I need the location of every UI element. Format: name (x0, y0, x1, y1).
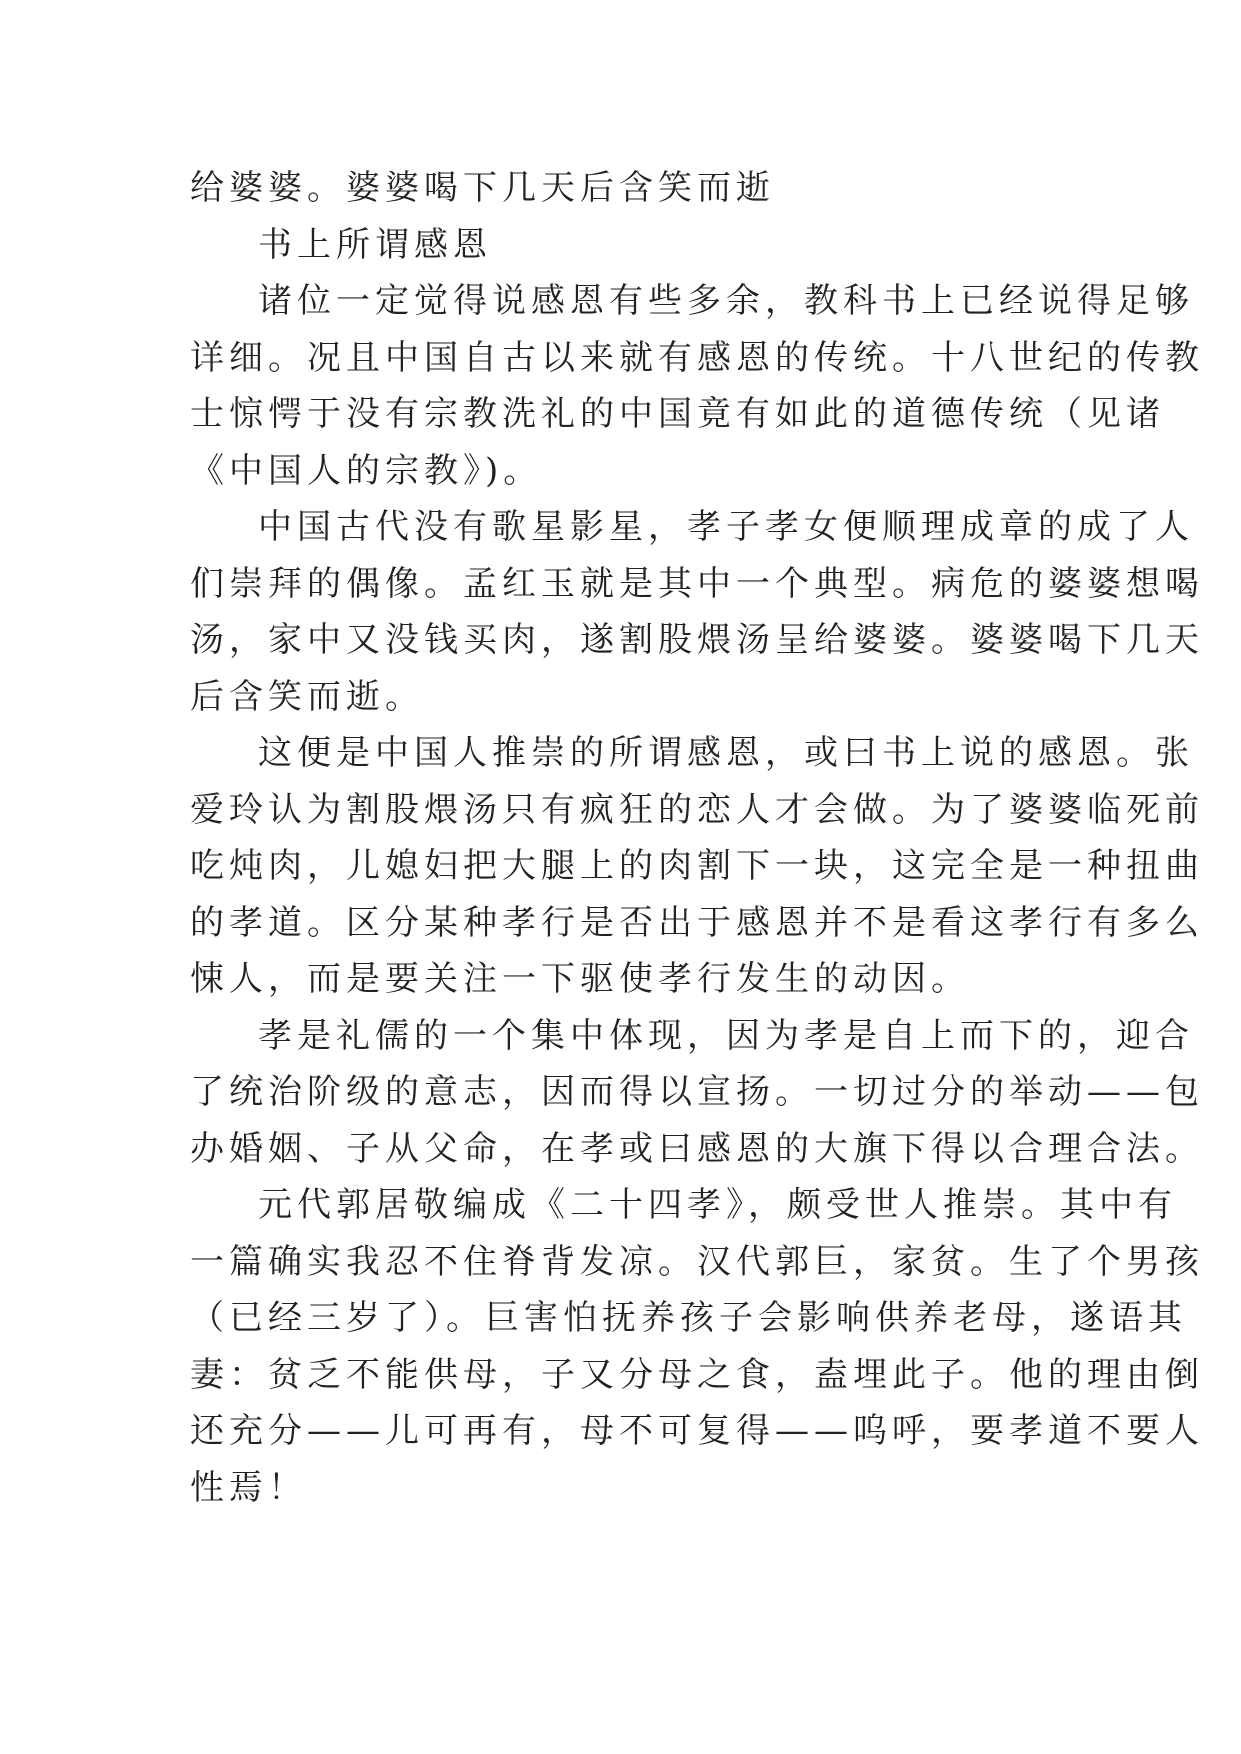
text-line: 这便是中国人推崇的所谓感恩，或曰书上说的感恩。张 (258, 733, 1194, 773)
text-line: 给婆婆。婆婆喝下几天后含笑而逝 (190, 168, 775, 208)
text-line: 们崇拜的偶像。孟红玉就是其中一个典型。病危的婆婆想喝 (190, 563, 1204, 604)
text-line: 《中国人的宗教》)。 (190, 450, 543, 491)
text-line: 了统治阶级的意志，因而得以宣扬。一切过分的举动——包 (190, 1072, 1204, 1112)
text-line: 详细。况且中国自古以来就有感恩的传统。十八世纪的传教 (190, 337, 1204, 378)
text-line: 诸位一定觉得说感恩有些多余，教科书上已经说得足够 (258, 281, 1194, 321)
body-text (190, 160, 1204, 1516)
text-line: 汤，家中又没钱买肉，遂割股煨汤呈给婆婆。婆婆喝下几天 (190, 620, 1204, 660)
section-heading: 书上所谓感恩 (258, 224, 492, 265)
text-line: 办婚姻、子从父命，在孝或曰感恩的大旗下得以合理合法。 (190, 1128, 1204, 1169)
text-line: 性焉！ (190, 1467, 307, 1508)
text-line: 中国古代没有歌星影星，孝子孝女便顺理成章的成了人 (258, 507, 1194, 547)
text-line: 一篇确实我忍不住脊背发凉。汉代郭巨，家贫。生了个男孩 (190, 1241, 1204, 1282)
text-line: 还充分——儿可再有，母不可复得——呜呼，要孝道不要人 (190, 1411, 1204, 1451)
text-line: 吃炖肉，儿媳妇把大腿上的肉割下一块，这完全是一种扭曲 (190, 846, 1204, 886)
text-line: 元代郭居敬编成《二十四孝》，颇受世人推崇。其中有 (258, 1185, 1177, 1225)
text-line: 孝是礼儒的一个集中体现，因为孝是自上而下的，迎合 (258, 1015, 1194, 1056)
text-line: 爱玲认为割股煨汤只有疯狂的恋人才会做。为了婆婆临死前 (190, 789, 1204, 830)
text-line: 悚人，而是要关注一下驱使孝行发生的动因。 (190, 959, 970, 999)
text-line: 后含笑而逝。 (190, 676, 424, 717)
text-line: （已经三岁了）。巨害怕抚养孩子会影响供养老母，遂语其 (190, 1298, 1187, 1338)
text-line: 的孝道。区分某种孝行是否出于感恩并不是看这孝行有多么 (190, 902, 1204, 943)
text-line: 妻：贫乏不能供母，子又分母之食，盍埋此子。他的理由倒 (190, 1354, 1204, 1395)
text-line: 士惊愕于没有宗教洗礼的中国竟有如此的道德传统（见诸 (190, 394, 1165, 434)
